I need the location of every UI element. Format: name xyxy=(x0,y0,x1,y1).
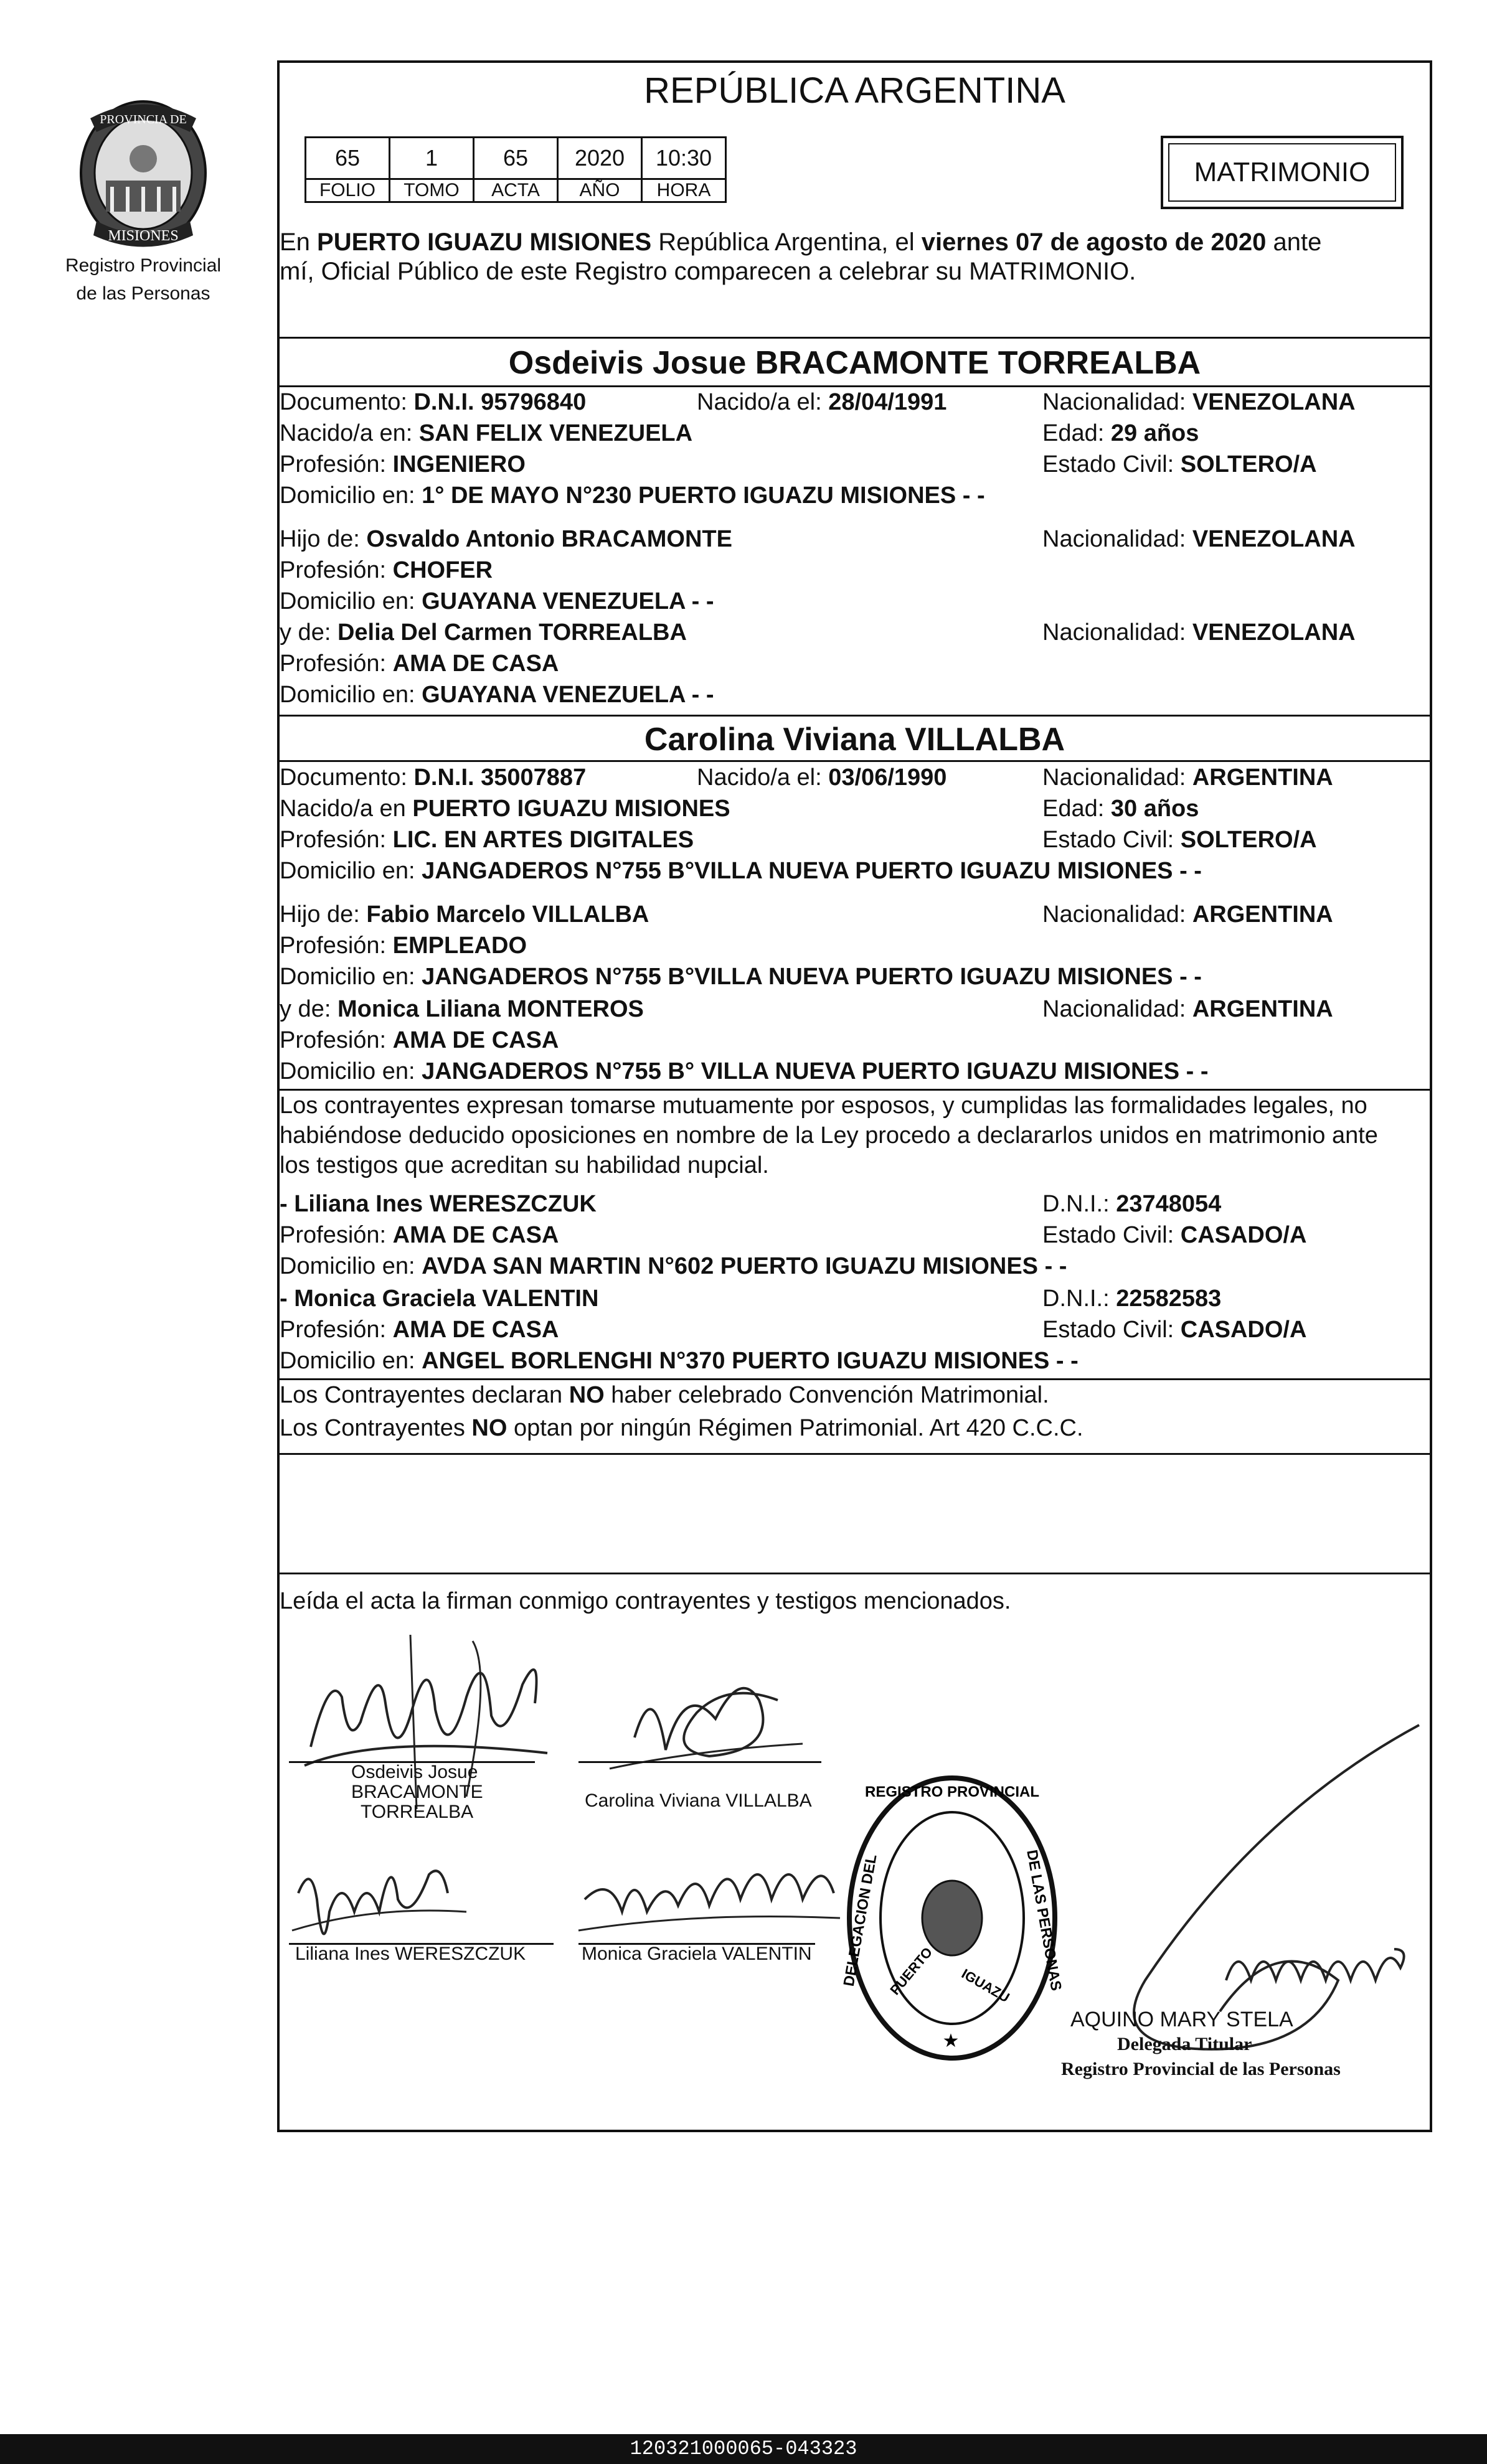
barcode-strip: 120321000065-043323 xyxy=(0,2434,1487,2464)
stamp-center-text-1: PUERTO xyxy=(887,1944,936,1998)
spouse1-documento: Documento: D.N.I. 95796840 xyxy=(280,389,587,415)
record-type-box xyxy=(1161,136,1404,209)
spouse1-age: Edad: 29 años xyxy=(1042,420,1199,446)
official-office: Registro Provincial de las Personas xyxy=(1061,2059,1341,2079)
witness1-name: - Liliana Ines WERESZCZUK xyxy=(280,1191,597,1217)
misiones-coat-of-arms-icon xyxy=(75,93,212,249)
sig1-caption-1: Osdeivis Josue xyxy=(351,1762,478,1782)
witness1-marital-status: Estado Civil: CASADO/A xyxy=(1042,1222,1307,1248)
anio-value: 2020 xyxy=(558,138,642,179)
anio-label: AÑO xyxy=(558,179,642,202)
official-stamp xyxy=(840,1766,1064,2071)
stamp-star-icon: ★ xyxy=(942,2031,960,2051)
regime-statement: Los Contrayentes NO optan por ningún Régimen Patrimonial. Art 420 C.C.C. xyxy=(280,1415,1083,1441)
spouse1-marital-status: Estado Civil: SOLTERO/A xyxy=(1042,451,1317,477)
official-title: Delegada Titular xyxy=(1117,2034,1252,2054)
spouse2-age: Edad: 30 años xyxy=(1042,796,1199,822)
witness2-profession: Profesión: AMA DE CASA xyxy=(280,1317,559,1343)
spouse1-birthdate: Nacido/a el: 28/04/1991 xyxy=(697,389,947,415)
declaration-line-3: los testigos que acreditan su habilidad nupcial. xyxy=(280,1152,769,1178)
acta-label: ACTA xyxy=(474,179,558,202)
spouse2-nationality: Nacionalidad: ARGENTINA xyxy=(1042,764,1333,791)
stamp-right-text: DE LAS PERSONAS xyxy=(1023,1848,1065,1992)
declaration-line-2: habiéndose deducido oposiciones en nombre de la Ley procedo a declararlos unidos en matrimonio ante xyxy=(280,1122,1378,1149)
sig1-caption-3: TORREALBA xyxy=(361,1802,474,1822)
sig3-caption: Liliana Ines WERESZCZUK xyxy=(295,1944,526,1964)
spouse1-father-address: Domicilio en: GUAYANA VENEZUELA - - xyxy=(280,588,714,614)
spouse1-mother-profession: Profesión: AMA DE CASA xyxy=(280,651,559,677)
witness2-address: Domicilio en: ANGEL BORLENGHI N°370 PUERTO IGUAZU MISIONES - - xyxy=(280,1348,1079,1374)
stamp-left-text: DELEGACION DEL xyxy=(840,1853,880,1988)
spouse1-address: Domicilio en: 1° DE MAYO N°230 PUERTO IGUAZU MISIONES - - xyxy=(280,482,985,509)
witness1-address: Domicilio en: AVDA SAN MARTIN N°602 PUERTO IGUAZU MISIONES - - xyxy=(280,1253,1067,1279)
spouse2-father-address: Domicilio en: JANGADEROS N°755 B°VILLA NUEVA PUERTO IGUAZU MISIONES - - xyxy=(280,964,1202,990)
folio-label: FOLIO xyxy=(306,179,390,202)
registry-logo-block xyxy=(37,93,249,305)
document-title: REPÚBLICA ARGENTINA xyxy=(644,70,1065,111)
marriage-certificate xyxy=(277,60,1432,2132)
witness1-dni: D.N.I.: 23748054 xyxy=(1042,1191,1222,1217)
spouse2-name: Carolina Viviana VILLALBA xyxy=(644,722,1065,758)
signature-witness2 xyxy=(572,1825,846,1962)
sig4-caption: Monica Graciela VALENTIN xyxy=(582,1944,812,1964)
witness1-profession: Profesión: AMA DE CASA xyxy=(280,1222,559,1248)
spouse2-birthplace: Nacido/a en PUERTO IGUAZU MISIONES xyxy=(280,796,730,822)
spouse1-father-nationality: Nacionalidad: VENEZOLANA xyxy=(1042,526,1356,552)
spouse1-nationality: Nacionalidad: VENEZOLANA xyxy=(1042,389,1356,415)
witness2-name: - Monica Graciela VALENTIN xyxy=(280,1286,599,1312)
registry-name-line1: Registro Provincial xyxy=(65,255,222,276)
spouse1-mother-address: Domicilio en: GUAYANA VENEZUELA - - xyxy=(280,682,714,708)
witness2-marital-status: Estado Civil: CASADO/A xyxy=(1042,1317,1307,1343)
record-number-table xyxy=(304,136,727,203)
spouse2-father-nationality: Nacionalidad: ARGENTINA xyxy=(1042,901,1333,928)
stamp-center-text-2: IGUAZU xyxy=(958,1965,1013,2006)
hora-label: HORA xyxy=(642,179,726,202)
spouse2-mother-address: Domicilio en: JANGADEROS N°755 B° VILLA NUEVA PUERTO IGUAZU MISIONES - - xyxy=(280,1058,1209,1084)
acta-value: 65 xyxy=(474,138,558,179)
spouse1-mother-nationality: Nacionalidad: VENEZOLANA xyxy=(1042,619,1356,646)
sig2-caption: Carolina Viviana VILLALBA xyxy=(585,1790,812,1811)
intro-line-1: En PUERTO IGUAZU MISIONES República Argentina, el viernes 07 de agosto de 2020 ante xyxy=(280,228,1322,256)
official-name: AQUINO MARY STELA xyxy=(1070,2008,1293,2031)
spouse2-father-profession: Profesión: EMPLEADO xyxy=(280,933,527,959)
spouse1-father-profession: Profesión: CHOFER xyxy=(280,557,493,583)
signature-spouse2 xyxy=(572,1644,821,1781)
spouse2-mother: y de: Monica Liliana MONTEROS xyxy=(280,996,644,1022)
sig1-caption-2: BRACAMONTE xyxy=(351,1782,483,1802)
spouse1-mother: y de: Delia Del Carmen TORREALBA xyxy=(280,619,687,646)
spouse1-name: Osdeivis Josue BRACAMONTE TORREALBA xyxy=(508,345,1201,381)
hora-value: 10:30 xyxy=(642,138,726,179)
tomo-value: 1 xyxy=(390,138,474,179)
registry-name-line2: de las Personas xyxy=(76,283,210,304)
spouse2-birthdate: Nacido/a el: 03/06/1990 xyxy=(697,764,947,791)
folio-value: 65 xyxy=(306,138,390,179)
witness2-dni: D.N.I.: 22582583 xyxy=(1042,1286,1222,1312)
tomo-label: TOMO xyxy=(390,179,474,202)
spouse2-documento: Documento: D.N.I. 35007887 xyxy=(280,764,587,791)
spouse1-birthplace: Nacido/a en: SAN FELIX VENEZUELA xyxy=(280,420,693,446)
logo-bottom-text: MISIONES xyxy=(108,228,179,244)
logo-top-text: PROVINCIA DE xyxy=(100,113,187,126)
record-type: MATRIMONIO xyxy=(1168,143,1396,202)
spouse2-father: Hijo de: Fabio Marcelo VILLALBA xyxy=(280,901,649,928)
spouse2-address: Domicilio en: JANGADEROS N°755 B°VILLA NUEVA PUERTO IGUAZU MISIONES - - xyxy=(280,858,1202,884)
closing-statement: Leída el acta la firman conmigo contrayentes y testigos mencionados. xyxy=(280,1588,1011,1614)
spouse2-profession: Profesión: LIC. EN ARTES DIGITALES xyxy=(280,827,694,853)
convention-statement: Los Contrayentes declaran NO haber celebrado Convención Matrimonial. xyxy=(280,1382,1049,1408)
stamp-top-text: REGISTRO PROVINCIAL xyxy=(864,1784,1040,1800)
spouse1-father: Hijo de: Osvaldo Antonio BRACAMONTE xyxy=(280,526,732,552)
spouse2-mother-profession: Profesión: AMA DE CASA xyxy=(280,1027,559,1053)
intro-line-2: mí, Oficial Público de este Registro comparecen a celebrar su MATRIMONIO. xyxy=(280,258,1136,285)
spouse1-profession: Profesión: INGENIERO xyxy=(280,451,526,477)
spouse2-mother-nationality: Nacionalidad: ARGENTINA xyxy=(1042,996,1333,1022)
declaration-line-1: Los contrayentes expresan tomarse mutuamente por esposos, y cumplidas las formalidades legales, no xyxy=(280,1093,1367,1119)
spouse2-marital-status: Estado Civil: SOLTERO/A xyxy=(1042,827,1317,853)
